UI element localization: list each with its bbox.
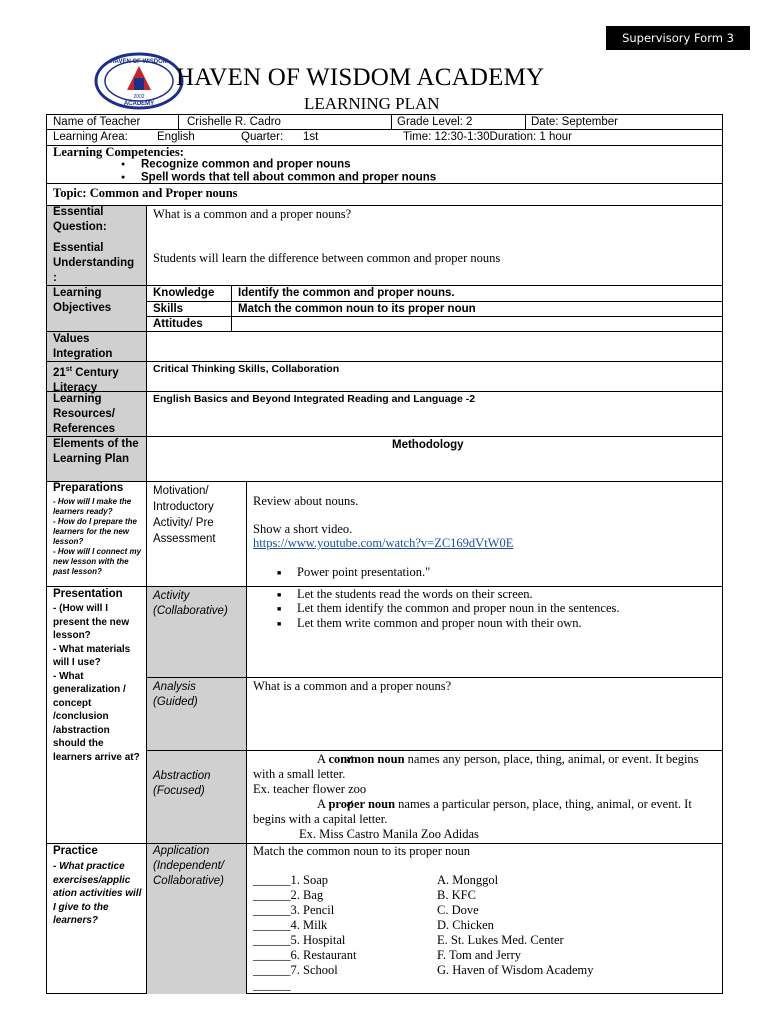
activity-item: ■ Let them identify the common and proper noun in the sentences.	[277, 601, 619, 617]
essential-question-label: Essential Question:	[53, 206, 107, 233]
grade-level: Grade Level: 2	[397, 116, 473, 128]
match-right-item: B. KFC	[437, 888, 476, 902]
quarter-value: 1st	[303, 131, 319, 143]
skills-value: Match the common noun to its proper noun	[238, 303, 476, 315]
century-label: 21st Century Literacy	[53, 366, 119, 394]
prep-line-2: Show a short video.	[253, 522, 353, 536]
analysis-sub: (Guided)	[153, 696, 198, 708]
presentation-notes: - (How will I present the new lesson? - What materials will I use? - What generalization / concept /conclusion /abstraction should the learners arrive at?	[53, 603, 140, 763]
supervisory-form-badge: Supervisory Form 3	[606, 26, 750, 50]
activity-sub: (Collaborative)	[153, 605, 228, 617]
teacher-label: Name of Teacher	[53, 116, 141, 128]
methodology-heading: Methodology	[392, 439, 464, 451]
century-value: Critical Thinking Skills, Collaboration	[153, 363, 340, 375]
attitudes-label: Attitudes	[153, 318, 203, 330]
document-title: LEARNING PLAN	[304, 94, 440, 113]
motivation-label: Motivation/ Introductory Activity/ Pre Assessment	[153, 485, 216, 545]
activity-label: Activity	[153, 590, 190, 602]
video-link[interactable]: https://www.youtube.com/watch?v=ZC169dVtW0E	[253, 536, 514, 550]
logo-year: 2002	[133, 94, 145, 100]
learning-plan-table	[46, 114, 723, 994]
match-right-item: E. St. Lukes Med. Center	[437, 933, 564, 947]
area-label: Learning Area:	[53, 131, 128, 143]
competencies-label: Learning Competencies:	[53, 145, 184, 159]
logo-top-text: HAVEN OF WISDOM	[110, 59, 168, 65]
application-instruction: Match the common noun to its proper noun	[253, 844, 470, 858]
analysis-text: What is a common and a proper nouns?	[253, 679, 452, 693]
date: Date: September	[531, 116, 618, 128]
abstraction-label: Abstraction	[153, 770, 211, 782]
preparations-label: Preparations	[53, 482, 124, 494]
match-left-item: ______4. Milk	[253, 918, 328, 932]
analysis-label: Analysis	[153, 681, 196, 693]
teacher-value: Crishelle R. Cadro	[187, 116, 281, 128]
abstraction-example-2: Ex. Miss Castro Manila Zoo Adidas	[299, 827, 479, 841]
match-left-item: ______7. School	[253, 963, 338, 977]
abstraction-sub: (Focused)	[153, 785, 205, 797]
match-left-item: ______3. Pencil	[253, 903, 335, 917]
activity-item: ■ Let the students read the words on their screen.	[277, 587, 533, 603]
match-left-item: ______5. Hospital	[253, 933, 346, 947]
match-left-item: ______2. Bag	[253, 888, 324, 902]
school-logo	[94, 52, 184, 110]
area-value: English	[157, 131, 195, 143]
abstraction-example-1: Ex. teacher flower zoo	[253, 782, 367, 796]
resources-value: English Basics and Beyond Integrated Reading and Language -2	[153, 393, 476, 405]
essential-understanding-label: Essential Understanding :	[53, 242, 135, 284]
essential-question: What is a common and a proper nouns?	[153, 207, 352, 221]
match-trailing-blank: ______	[253, 978, 291, 992]
match-left-item: ______1. Soap	[253, 873, 328, 887]
match-right-item: A. Monggol	[437, 873, 499, 887]
values-label: Values Integration	[53, 333, 113, 360]
essential-understanding: Students will learn the difference between common and proper nouns	[153, 251, 501, 265]
presentation-label: Presentation	[53, 588, 123, 600]
match-left-item: ______6. Restaurant	[253, 948, 357, 962]
match-right-item: F. Tom and Jerry	[437, 948, 521, 962]
school-name: HAVEN OF WISDOM ACADEMY	[176, 64, 545, 91]
abstraction-proper: ✓ A proper noun names a particular person, place, thing, animal, or event. It begins with a capital letter.	[253, 797, 719, 827]
topic: Topic: Common and Proper nouns	[53, 186, 238, 200]
application-sub: (Independent/ Collaborative)	[153, 860, 224, 887]
time-duration: Time: 12:30-1:30Duration: 1 hour	[403, 131, 572, 143]
competency-item: ● Recognize common and proper nouns	[121, 157, 351, 173]
objectives-label: Learning Objectives	[53, 287, 112, 314]
prep-bullet: ■ Power point presentation."	[277, 565, 430, 581]
match-right-item: G. Haven of Wisdom Academy	[437, 963, 594, 977]
skills-label: Skills	[153, 303, 184, 315]
prep-line-1: Review about nouns.	[253, 494, 359, 508]
practice-notes: - What practice exercises/applic ation activities will I give to the learners?	[53, 861, 142, 926]
preparations-notes: - How will I make the learners ready? - How do I prepare the learners for the new lesson? - How will I connect my new lesson with the past lesson?	[53, 497, 142, 576]
knowledge-label: Knowledge	[153, 287, 215, 299]
application-label: Application	[153, 845, 210, 857]
elements-label: Elements of the Learning Plan	[53, 438, 139, 465]
abstraction-common: ✓ A common noun names any person, place, thing, animal, or event. It begins with a small letter.	[253, 752, 719, 782]
resources-label: Learning Resources/ References	[53, 393, 116, 435]
match-right-item: D. Chicken	[437, 918, 494, 932]
quarter-label: Quarter:	[241, 131, 284, 143]
practice-label: Practice	[53, 845, 98, 857]
competency-item: ● Spell words that tell about common and proper nouns	[121, 170, 436, 186]
activity-item: ■ Let them write common and proper noun with their own.	[277, 616, 582, 632]
knowledge-value: Identify the common and proper nouns.	[238, 287, 455, 299]
match-right-item: C. Dove	[437, 903, 479, 917]
logo-bottom-text: ACADEMY	[123, 101, 155, 107]
